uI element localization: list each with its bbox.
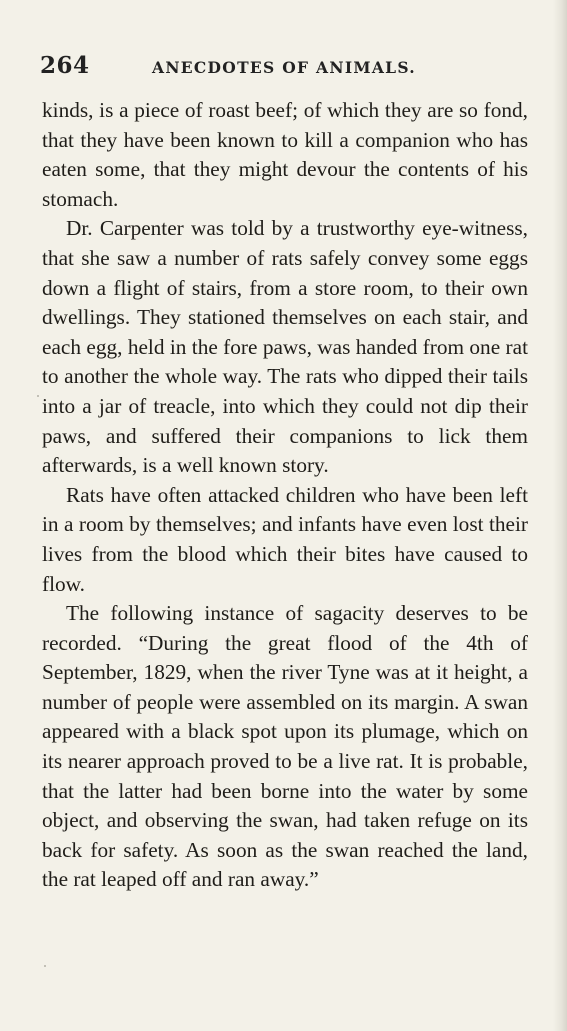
running-head: ANECDOTES OF ANIMALS. [152, 58, 416, 77]
page-header [40, 52, 530, 82]
page-edge-shadow [553, 0, 567, 1031]
paragraph-carpenter: Dr. Carpenter was told by a trustworthy eye-witness, that she saw a number of rats safely convey some eggs down a flight of stairs, from a store room, to their own dwellings. They stationed themselves on each stair, and each egg, held in the fore paws, was handed from one rat to another the whole way. The rats who dipped their tails into a jar of treacle, into which they could not dip their paws, and suffered their companions to lick them afterwards, is a well known story. [42, 216, 528, 478]
paragraph-continued: kinds, is a piece of roast beef; of which they are so fond, that they have been known to kill a companion who has eaten some, that they might devour the contents of his stomach. [42, 98, 528, 211]
paragraph-swan-anecdote: The following instance of sagacity deserves to be recorded. “During the great flood of the 4th of September, 1829, when the river Tyne was at it height, a number of people were assembled on its margin. A swan appeared with a black spot upon its plumage, which on its nearer approach proved to be a live rat. It is probable, that the latter had been borne into the water by some object, and observing the swan, had taken refuge on its back for safety. As soon as the swan reached the land, the rat leaped off and ran away.” [42, 601, 528, 892]
paragraph-rats-children: Rats have often attacked children who have been left in a room by themselves; and infants have even lost their lives from the blood which their bites have caused to flow. [42, 482, 528, 596]
paper-speck [44, 965, 46, 967]
page-number: 264 [40, 52, 90, 79]
paper-speck [37, 395, 39, 397]
body-text [42, 96, 528, 895]
